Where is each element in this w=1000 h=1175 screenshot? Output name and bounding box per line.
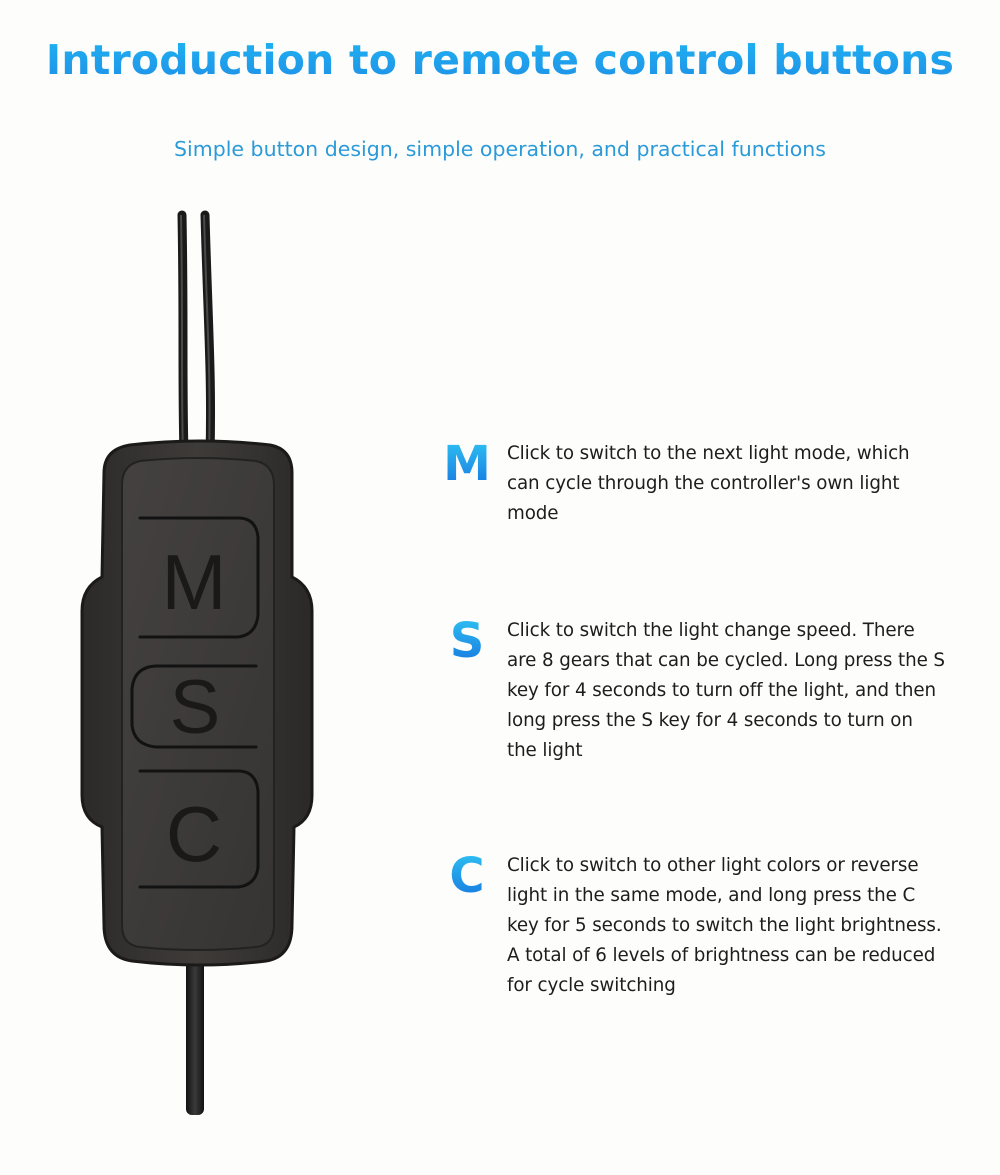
- item-c-description: Click to switch to other light colors or reverse light in the same mode, and long press the C key for 5 seconds to switch the light brightness. A total of 6 levels of brightness can be reduced for cycle switching: [507, 855, 942, 996]
- cable-bottom: [186, 955, 204, 1115]
- item-m-letter: M: [432, 440, 502, 488]
- page-subtitle: Simple button design, simple operation, and practical functions: [174, 137, 826, 161]
- remote-button-c-label: C: [165, 790, 223, 878]
- remote-button-s-label: S: [169, 665, 221, 750]
- item-s-letter: S: [432, 617, 502, 665]
- page-title: Introduction to remote control buttons: [0, 36, 1000, 84]
- item-s-description: Click to switch the light change speed. There are 8 gears that can be cycled. Long press the S key for 4 seconds to turn off the light, and then long press the S key for 4 seconds to turn on the light: [507, 620, 945, 761]
- cable-top: [181, 215, 211, 455]
- item-m-description: Click to switch to the next light mode, which can cycle through the controller's own light mode: [507, 443, 910, 524]
- remote-control-image: [60, 205, 340, 1125]
- item-c-letter: C: [432, 852, 502, 900]
- remote-button-m-label: M: [161, 538, 227, 626]
